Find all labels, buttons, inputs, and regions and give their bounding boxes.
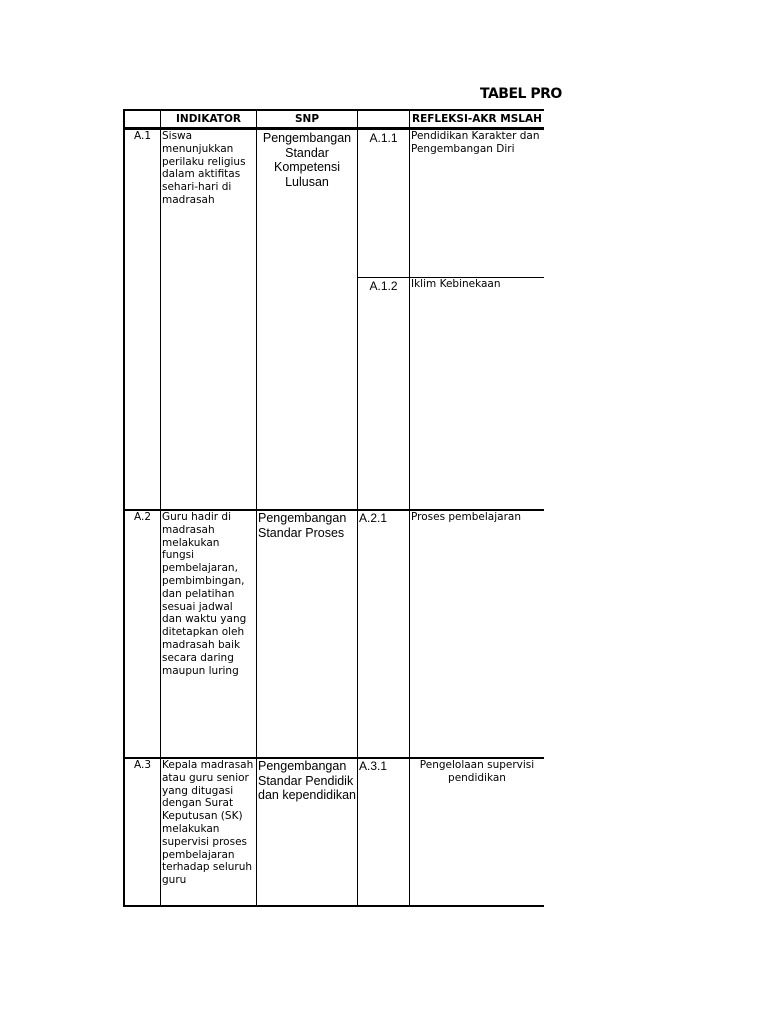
row-a2-sub1-code: A.2.1 [359, 511, 388, 525]
row-a3-sub1-refleksi: Pengelolaan supervisi pendidikan [419, 759, 535, 784]
row-a3-sub1-code: A.3.1 [359, 759, 388, 773]
header-indikator: INDIKATOR [176, 113, 241, 125]
program-table [123, 109, 544, 907]
table-border-left [123, 109, 125, 907]
page-title: TABEL PRO [480, 86, 562, 102]
row-a2-sub1-refleksi: Proses pembelajaran [411, 511, 521, 523]
header-refleksi: REFLEKSI-AKR MSLAH [412, 113, 542, 125]
row-a3-no: A.3 [133, 759, 152, 771]
row-a1-sub2-code: A.1.2 [369, 279, 398, 293]
row-a3-snp: Pengembangan Standar Pendidik dan kependidikan [258, 759, 356, 802]
col-divider-1 [160, 109, 161, 907]
row-a1-sub1-code: A.1.1 [369, 131, 398, 145]
row-a1-no: A.1 [133, 130, 152, 142]
row-a2-no: A.2 [133, 511, 152, 523]
row-a2-snp: Pengembangan Standar Proses [258, 511, 347, 540]
row-a1-snp: Pengembangan Standar Kompetensi Lulusan [262, 131, 352, 189]
table-border-bottom [123, 905, 544, 907]
row-a2-indikator: Guru hadir di madrasah melakukan fungsi pembelajaran, pembimbingan, dan pelatihan sesuai jadwal dan waktu yang ditetapkan oleh madrasah baik secara daring maupun luring [162, 511, 247, 677]
header-snp: SNP [294, 113, 320, 125]
header-no [125, 110, 160, 128]
row-a1-sub2-refleksi: Iklim Kebinekaan [411, 278, 501, 290]
col-divider-4 [409, 109, 410, 907]
col-divider-2 [256, 109, 257, 907]
row-a3-indikator: Kepala madrasah atau guru senior yang ditugasi dengan Surat Keputusan (SK) melakukan supervisi proses pembelajaran terhadap seluruh guru [162, 759, 254, 887]
col-divider-3 [357, 109, 358, 907]
row-a1-indikator: Siswa menunjukkan perilaku religius dalam aktifitas sehari-hari di madrasah [162, 130, 246, 206]
header-code [358, 110, 409, 128]
row-a1-sub1-refleksi: Pendidikan Karakter dan Pengembangan Diri [411, 130, 540, 155]
